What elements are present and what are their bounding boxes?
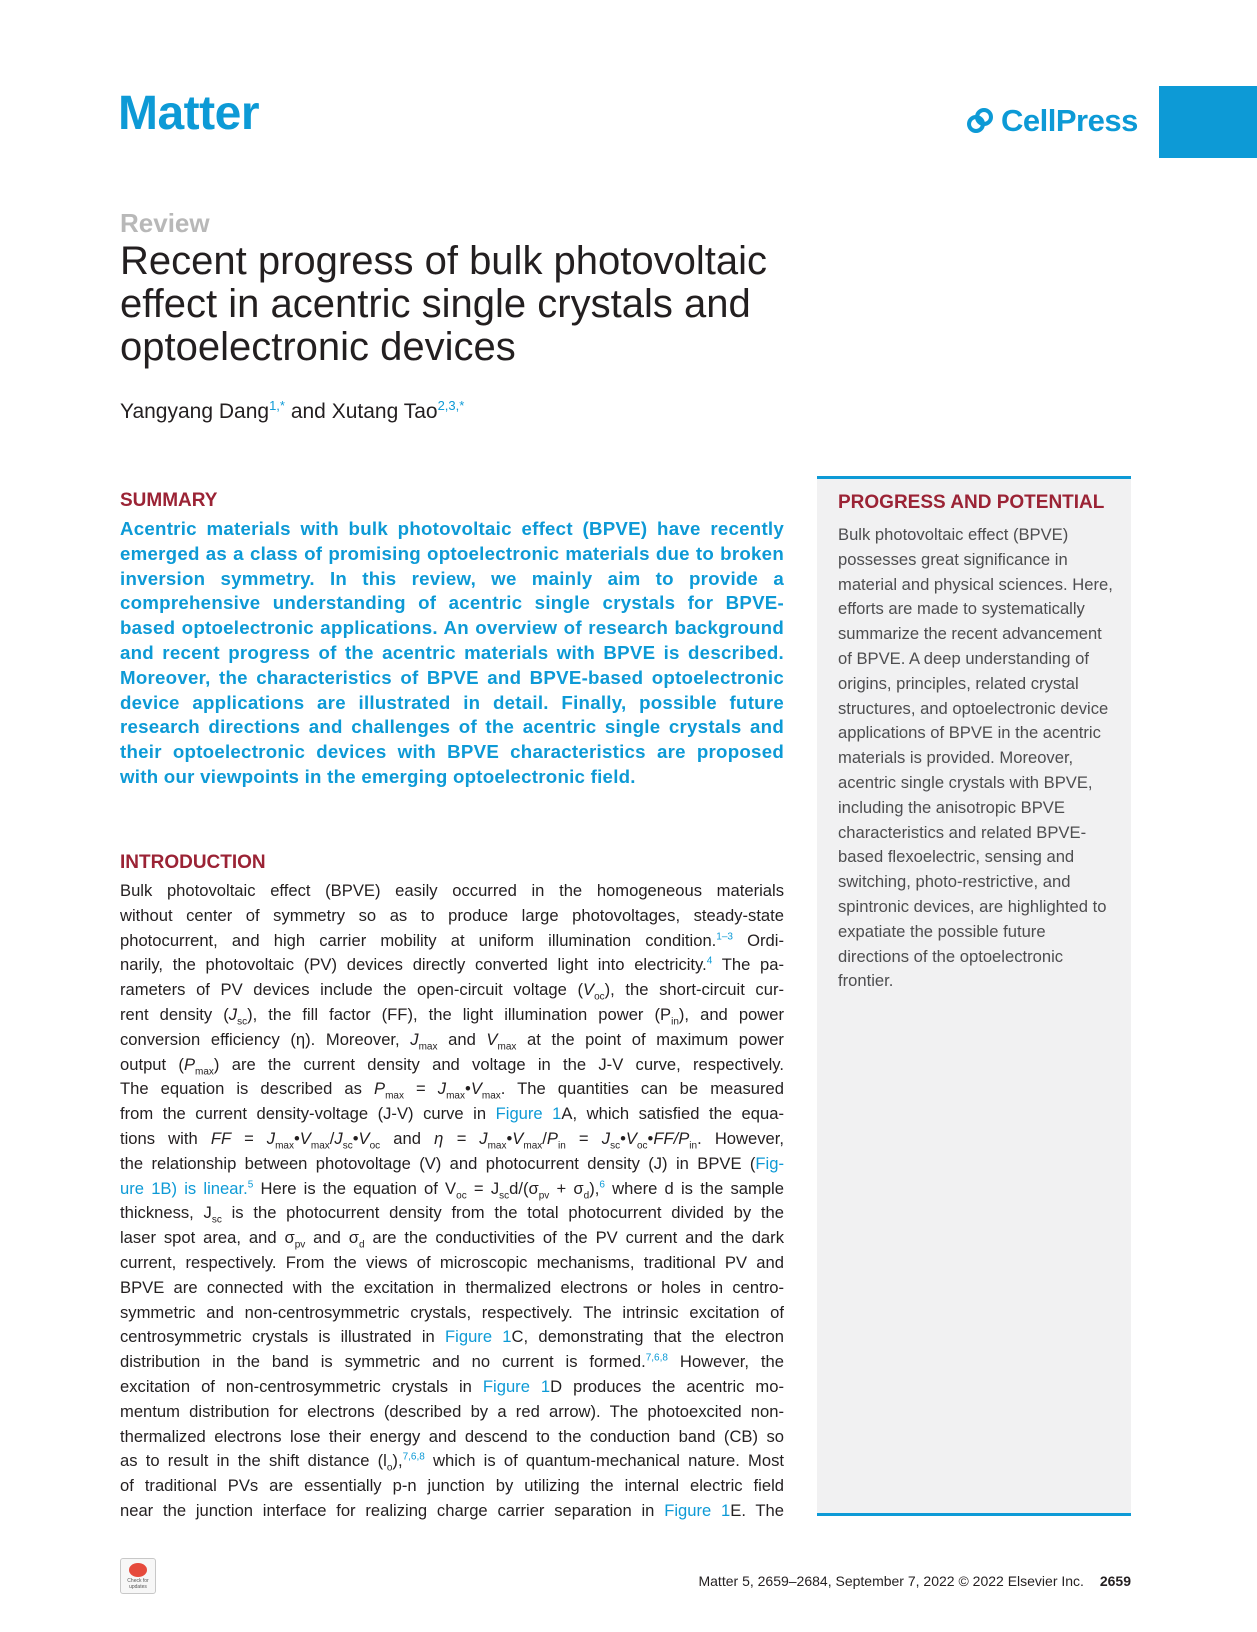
author-name[interactable]: Yangyang Dang	[120, 400, 270, 423]
journal-name: Matter	[118, 87, 260, 140]
text-line: ure 1B) is linear.$^5$ Here is the equation of $V_{oc} = J_{sc}d/(\sigma_{pv} + \sigma_d),^6$ where d is the sample	[120, 1178, 784, 1201]
summary-heading: SUMMARY	[120, 490, 218, 511]
affiliation-ref[interactable]: 1,*	[269, 398, 285, 413]
text-line: BPVE are connected with the excitation in thermalized electrons or holes in centro-	[120, 1277, 784, 1297]
publisher-name: CellPress	[1001, 103, 1138, 138]
text-line: near the junction interface for realizing charge carrier separation in Figure 1E. The	[120, 1500, 784, 1520]
text-line: thickness, $J_{sc}$ is the photocurrent density from the total photocurrent divided by the	[120, 1203, 784, 1226]
reference-link[interactable]: 7,6,8	[402, 1451, 425, 1463]
figure-link[interactable]: Figure 1	[482, 1376, 551, 1396]
badge-mark	[129, 1563, 147, 1577]
text-line: excitation of non-centrosymmetric crystals in Figure 1D produces the acentric mo-	[120, 1376, 784, 1396]
reference-link[interactable]: 7,6,8	[645, 1352, 668, 1364]
reference-link[interactable]: 6	[599, 1179, 605, 1191]
author-joiner: and	[290, 400, 326, 423]
introduction-heading: INTRODUCTION	[120, 852, 266, 873]
check-for-updates-icon[interactable]	[120, 1558, 156, 1594]
progress-potential-box	[817, 476, 1131, 1516]
citation-footer	[698, 1573, 1131, 1589]
article-title: Recent progress of bulk photovoltaic effect in acentric single crystals and optoelectronic devices	[120, 239, 768, 369]
badge-label: Check for updates	[127, 1578, 149, 1590]
page-number: 2659	[1099, 1573, 1131, 1589]
text-line: distribution in the band is symmetric and no current is formed.$^{7,6,8}$ However, the	[120, 1352, 784, 1372]
progress-potential-text: Bulk photovoltaic effect (BPVE) possesses great significance in material and physical sciences. Here, efforts are made to systematically summarize the recent advancement of BPVE. A deep understanding of origins, principles, related crystal structures, and optoelectronic device applications of BPVE in the acentric materials is provided. Moreover, acentric single crystals with BPVE, including the anisotropic BPVE characteristics and related BPVE-based flexoelectric, sensing and switching, photo-restrictive, and spintronic devices, are highlighted to expatiate the possible future directions of the optoelectronic frontier.	[838, 525, 1113, 991]
author-name[interactable]: Xutang Tao	[331, 400, 438, 423]
text-line: as to result in the shift distance $(l_o),^{7,6,8}$ which is of quantum-mechanical nature. Most	[120, 1451, 784, 1474]
author-line	[120, 398, 464, 424]
text-line: of traditional PVs are essentially p-n junction by utilizing the internal electric field	[120, 1476, 784, 1496]
progress-potential-heading: PROGRESS AND POTENTIAL	[838, 492, 1105, 513]
introduction-text	[120, 879, 784, 1524]
figure-link[interactable]: Figure 1	[445, 1327, 512, 1347]
text-line: output $(P_{max})$ are the current density and voltage in the J-V curve, respectively.	[120, 1054, 784, 1077]
affiliation-ref[interactable]: 2,3,*	[437, 398, 465, 413]
text-line: rameters of PV devices include the open-circuit voltage $(V_{oc})$, the short-circuit cur-	[120, 980, 784, 1003]
publisher-logo[interactable]	[965, 103, 1138, 139]
figure-link[interactable]: Figure 1	[495, 1104, 562, 1124]
text-line: photocurrent, and high carrier mobility at uniform illumination condition.$^{1-3}$ Ordi-	[120, 930, 784, 950]
text-line: Bulk photovoltaic effect (BPVE) easily occurred in the homogeneous materials	[120, 881, 784, 900]
cellpress-logo-icon	[965, 106, 995, 136]
text-line: laser spot area, and $\sigma_{pv}$ and $\sigma_d$ are the conductivities of the PV current and the dark	[120, 1228, 784, 1251]
text-line: without center of symmetry so as to produce large photovoltages, steady-state	[120, 905, 784, 925]
citation-details: 5, 2659–2684, September 7, 2022 © 2022 Elsevier Inc.	[742, 1573, 1084, 1589]
text-line: rent density $(J_{sc})$, the fill factor (FF), the light illumination power $(P_{in})$, and power	[120, 1004, 785, 1028]
figure-link[interactable]: Fig-	[755, 1153, 784, 1173]
figure-link[interactable]: Figure 1	[664, 1500, 731, 1520]
text-line: thermalized electrons lose their energy and descend to the conduction band (CB) so	[120, 1426, 784, 1446]
text-line: centrosymmetric crystals is illustrated in Figure 1C, demonstrating that the electron	[120, 1327, 784, 1347]
text-line: tions with FF = $J_{max}•V_{max}/J_{sc}•V_{oc}$ and $\eta = J_{max}•V_{max}/P_{in}$ = $J_{sc}•V_{oc}•FF/P_{in}$. However,	[120, 1128, 784, 1152]
text-line: mentum distribution for electrons (described by a red arrow). The photoexcited non-	[120, 1401, 784, 1421]
text-line: symmetric and non-centrosymmetric crystals, respectively. The intrinsic excitation of	[120, 1302, 784, 1322]
text-line: current, respectively. From the views of microscopic mechanisms, traditional PV and	[120, 1252, 784, 1272]
text-line: narily, the photovoltaic (PV) devices directly converted light into electricity.$^4$ The pa-	[120, 955, 785, 975]
text-line: The equation is described as $P_{max}$ = $J_{max}•V_{max}$. The quantities can be measured	[120, 1079, 784, 1102]
text-line: from the current density-voltage (J-V) curve in Figure 1A, which satisfied the equa-	[120, 1104, 784, 1124]
article-type: Review	[120, 208, 210, 238]
text-line: conversion efficiency (η). Moreover, $J_{max}$ and $V_{max}$ at the point of maximum power	[120, 1029, 784, 1053]
reference-link[interactable]: 4	[706, 955, 713, 967]
text-line: the relationship between photovoltage (V) and photocurrent density (J) in BPVE (Fig-	[120, 1153, 784, 1173]
reference-link[interactable]: 1–3	[716, 931, 733, 943]
summary-text: Acentric materials with bulk photovoltaic effect (BPVE) have recently emerged as a class of promising optoelectronic materials due to broken inversion symmetry. In this review, we mainly aim to provide a comprehensive understanding of acentric single crystals for BPVE-based optoelectronic applications. An overview of research background and recent progress of the acentric materials with BPVE is described. Moreover, the characteristics of BPVE and BPVE-based optoelectronic device applications are illustrated in detail. Finally, possible future research directions and challenges of the acentric single crystals and their optoelectronic devices with BPVE characteristics are proposed with our viewpoints in the emerging optoelectronic field.	[120, 518, 784, 787]
header-color-tab	[1159, 86, 1257, 158]
reference-link[interactable]: 5	[247, 1179, 254, 1191]
citation-journal: Matter	[698, 1573, 739, 1589]
